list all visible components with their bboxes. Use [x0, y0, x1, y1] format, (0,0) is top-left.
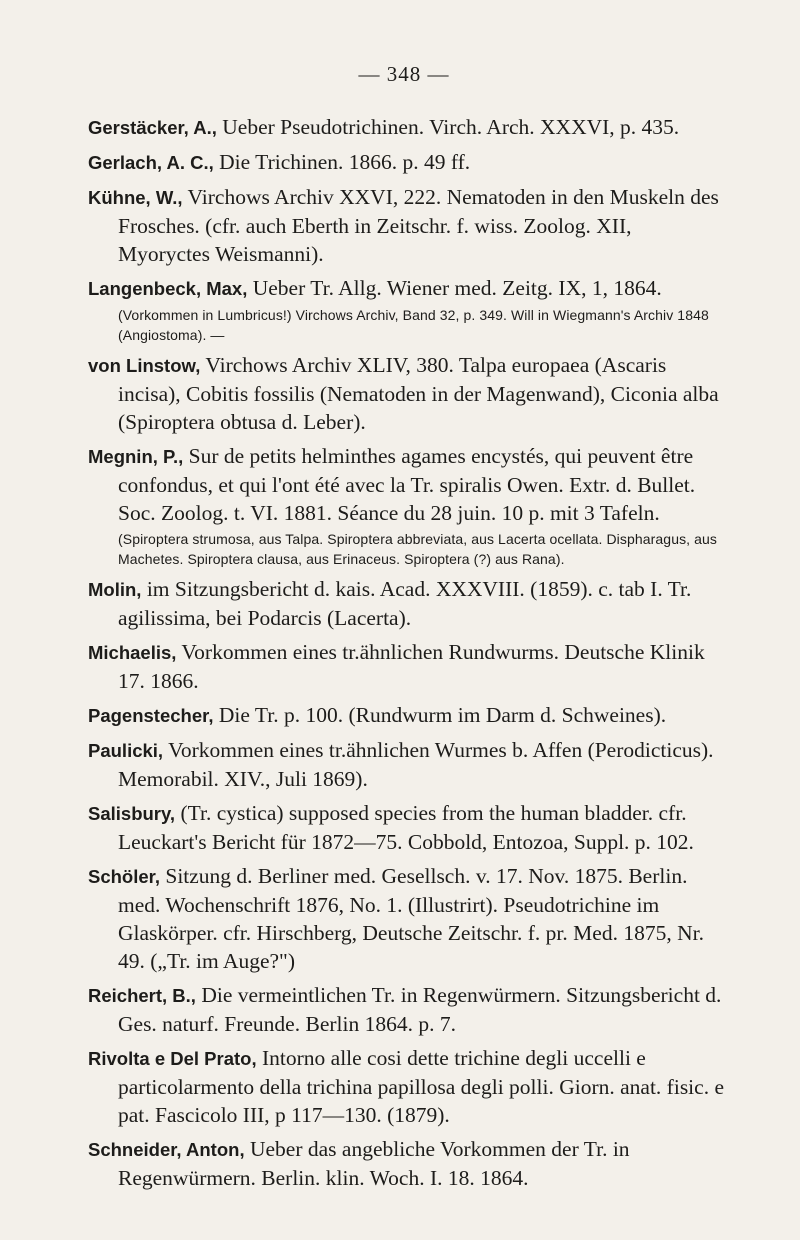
entry-note: (Spiroptera strumosa, aus Talpa. Spiroptera abbreviata, aus Lacerta ocellata. Dispharagus, aus Machetes. Spiroptera clausa, aus Erinaceus. Spiroptera (?) aus Rana).: [118, 531, 718, 567]
bibliography-entry: [88, 183, 728, 268]
page-number: — 348 —: [358, 62, 450, 86]
entry-author: Michaelis,: [88, 642, 177, 663]
entry-text: (Tr. cystica) supposed species from the human bladder. cfr. Leuckart's Bericht für 1872—75. Cobbold, Entozoa, Suppl. p. 102.: [118, 801, 694, 854]
entry-text: Intorno alle cosi dette trichine degli uccelli e particolarmento della trichina papillosa degli polli. Giorn. anat. fisic. e pat. Fascicolo III, p 117—130. (1879).: [118, 1046, 724, 1127]
entry-text: Die Tr. p. 100. (Rundwurm im Darm d. Schweines).: [213, 703, 667, 727]
entry-author: Schöler,: [88, 866, 160, 887]
entry-author: Reichert, B.,: [88, 985, 196, 1006]
entry-author: Molin,: [88, 579, 142, 600]
entry-author: Salisbury,: [88, 803, 176, 824]
entry-text: Die vermeintlichen Tr. in Regenwürmern. Sitzungsbericht d. Ges. naturf. Freunde. Berlin 1864. p. 7.: [118, 983, 722, 1036]
bibliography-entry: [88, 575, 728, 632]
entry-author: Kühne, W.,: [88, 187, 183, 208]
bibliography-entry: [88, 351, 728, 436]
entry-author: Rivolta e Del Prato,: [88, 1048, 257, 1069]
bibliography-entry: [88, 736, 728, 793]
entry-author: Pagenstecher,: [88, 705, 214, 726]
entry-text: im Sitzungsbericht d. kais. Acad. XXXVIII. (1859). c. tab I. Tr. agilissima, bei Podarcis (Lacerta).: [118, 577, 692, 630]
entry-text: Virchows Archiv XXVI, 222. Nematoden in den Muskeln des Frosches. (cfr. auch Eberth in Zeitschr. f. wiss. Zoolog. XII, Myoryctes Weismanni).: [118, 185, 719, 266]
entry-text: Ueber Pseudotrichinen. Virch. Arch. XXXVI, p. 435.: [216, 115, 680, 139]
bibliography-entry: [88, 113, 728, 142]
entry-text: Ueber das angebliche Vorkommen der Tr. in Regenwürmern. Berlin. klin. Woch. I. 18. 1864.: [118, 1137, 630, 1190]
entry-text: Vorkommen eines tr.ähnlichen Rundwurms. Deutsche Klinik 17. 1866.: [118, 640, 705, 693]
bibliography-entry: [88, 981, 728, 1038]
entry-text: Ueber Tr. Allg. Wiener med. Zeitg. IX, 1, 1864.: [247, 276, 662, 300]
entry-text: Sitzung d. Berliner med. Gesellsch. v. 17. Nov. 1875. Berlin. med. Wochenschrift 1876, No. 1. (Illustrirt). Pseudotrichine im Glaskörper. cfr. Hirschberg, Deutsche Zeitschr. f. pr. Med. 1875, Nr. 49. („Tr. im Auge?"): [118, 864, 704, 973]
book-page: [88, 62, 728, 1198]
entry-author: Paulicki,: [88, 740, 164, 761]
entry-author: Megnin, P.,: [88, 446, 184, 467]
entry-author: Schneider, Anton,: [88, 1139, 245, 1160]
bibliography-entry: [88, 638, 728, 695]
entry-text: Virchows Archiv XLIV, 380. Talpa europaea (Ascaris incisa), Cobitis fossilis (Nematoden in der Magenwand), Ciconia alba (Spiroptera obtusa d. Leber).: [118, 353, 719, 434]
bibliography-entry: [88, 862, 728, 975]
bibliography-entry: [88, 274, 728, 345]
bibliography-entry: [88, 799, 728, 856]
entry-author: Gerlach, A. C.,: [88, 152, 214, 173]
bibliography-entry: [88, 442, 728, 569]
entry-author: Langenbeck, Max,: [88, 278, 248, 299]
entry-author: Gerstäcker, A.,: [88, 117, 217, 138]
entry-text: Vorkommen eines tr.ähnlichen Wurmes b. Affen (Perodicticus). Memorabil. XIV., Juli 1869).: [118, 738, 714, 791]
bibliography-entry: [88, 701, 728, 730]
entry-text: Sur de petits helminthes agames encystés, qui peuvent être confondus, et qui l'ont été avec la Tr. spiralis Owen. Extr. d. Bullet. Soc. Zoolog. t. VI. 1881. Séance du 28 juin. 10 p. mit 3 Tafeln.: [118, 444, 696, 525]
bibliography-entry: [88, 1044, 728, 1129]
entry-author: von Linstow,: [88, 355, 201, 376]
bibliography-entry: [88, 148, 728, 177]
bibliography-entry: [88, 1135, 728, 1192]
entry-note: (Vorkommen in Lumbricus!) Virchows Archiv, Band 32, p. 349. Will in Wiegmann's Archiv 1848 (Angiostoma). —: [118, 307, 709, 343]
entry-text: Die Trichinen. 1866. p. 49 ff.: [213, 150, 471, 174]
